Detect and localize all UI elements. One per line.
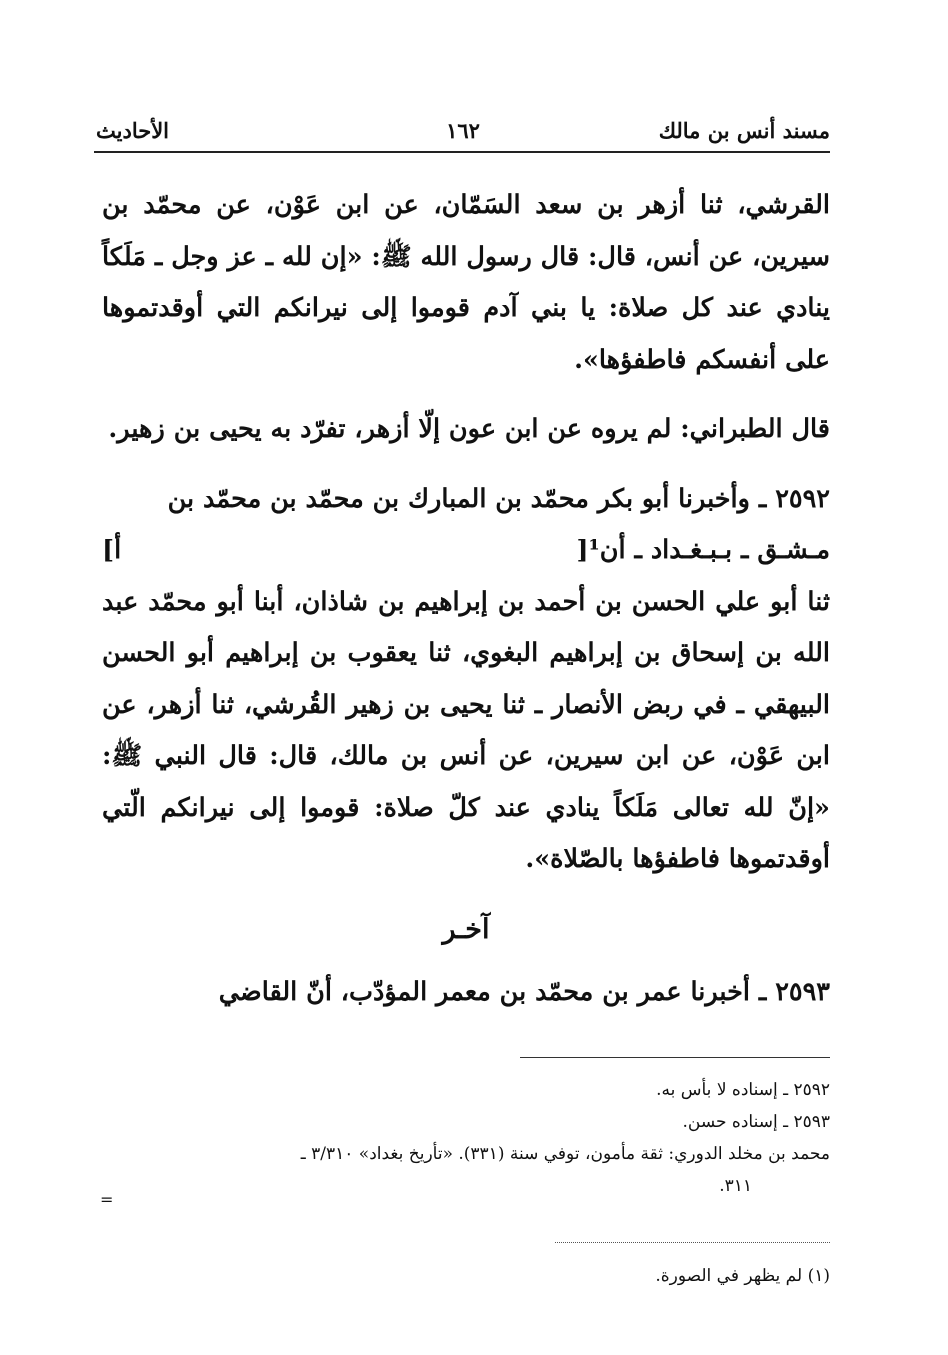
footnote-detail-tail: ٣١١. (719, 1176, 752, 1196)
continuation-mark: = (100, 1190, 114, 1209)
page-header (96, 112, 830, 152)
hadith-2592-body: ثنا أبو علي الحسن بن أحمد بن إبراهيم بن شاذان، أبنا أبو محمّد عبد الله بن إسحاق بن إبراهيم البغوي، ثنا يعقوب بن إبراهيم أبو الحسن البيهقي ـ في ربض الأنصار ـ ثنا يحيى بن زهير القُرشي، ثنا أزهر، عن ابن عَوْن، عن ابن سيرين، عن أنس بن مالك، قال: قال النبي ﷺ: «إنّ لله تعالى مَلَكاً ينادي عند كلّ صلاة: قوموا إلى نيرانكم الّتي أوقدتموها فاطفؤها بالصّلاة». (102, 586, 830, 874)
hadith-2593 (102, 967, 830, 1019)
footnote-2593: ٢٥٩٣ ـ إسناده حسن. (682, 1112, 830, 1132)
heading-akhar: آخـر (442, 913, 490, 945)
hadith-2592 (102, 474, 830, 886)
footnote-rule (520, 1057, 830, 1058)
editor-note: (١) لم يظهر في الصورة. (655, 1266, 830, 1286)
book-title: مسند أنس بن مالك (658, 118, 830, 143)
note-rule (555, 1242, 830, 1243)
hadith-number-2592: ٢٥٩٢ (775, 483, 830, 514)
manuscript-folio-mark: أ] (102, 535, 122, 565)
main-text (102, 180, 830, 1018)
paragraph-tabarani-comment: قال الطبراني: لم يروه عن ابن عون إلّا أزهر، تفرّد به يحيى بن زهير. (108, 414, 830, 444)
hadith-2592-line2 (102, 525, 830, 577)
header-rule (94, 151, 830, 153)
page-number: ١٦٢ (446, 118, 480, 143)
footnote-detail: محمد بن مخلد الدوري: ثقة مأمون، توفي سنة (٣٣١). «تأريخ بغداد» ٣/٣١٠ ـ (300, 1144, 830, 1164)
hadith-2593-line1: ـ أخبرنا عمر بن محمّد بن معمر المؤدّب، أنّ القاضي (218, 976, 767, 1007)
footnotes (102, 1074, 830, 1202)
paragraph-hadith-continuation: القرشي، ثنا أزهر بن سعد السَمّان، عن ابن عَوْن، عن محمّد بن سيرين، عن أنس، قال: قال رسول الله ﷺ: «إن لله ـ عز وجل ـ مَلَكاً ينادي عند كل صلاة: يا بني آدم قوموا إلى نيرانكم التي أوقدتموها على أنفسكم فاطفؤها». (102, 190, 830, 375)
footnote-2592: ٢٥٩٢ ـ إسناده لا بأس به. (656, 1080, 830, 1100)
hadith-number-2593: ٢٥٩٣ (775, 976, 830, 1007)
section-title: الأحاديث (96, 118, 170, 143)
hadith-2592-line2-text: مـشـق ـ بـبـغـداد ـ أن¹[ (576, 535, 830, 565)
hadith-2592-line1: ـ وأخبرنا أبو بكر محمّد بن المبارك بن محمّد بن محمّد بن (167, 483, 767, 514)
